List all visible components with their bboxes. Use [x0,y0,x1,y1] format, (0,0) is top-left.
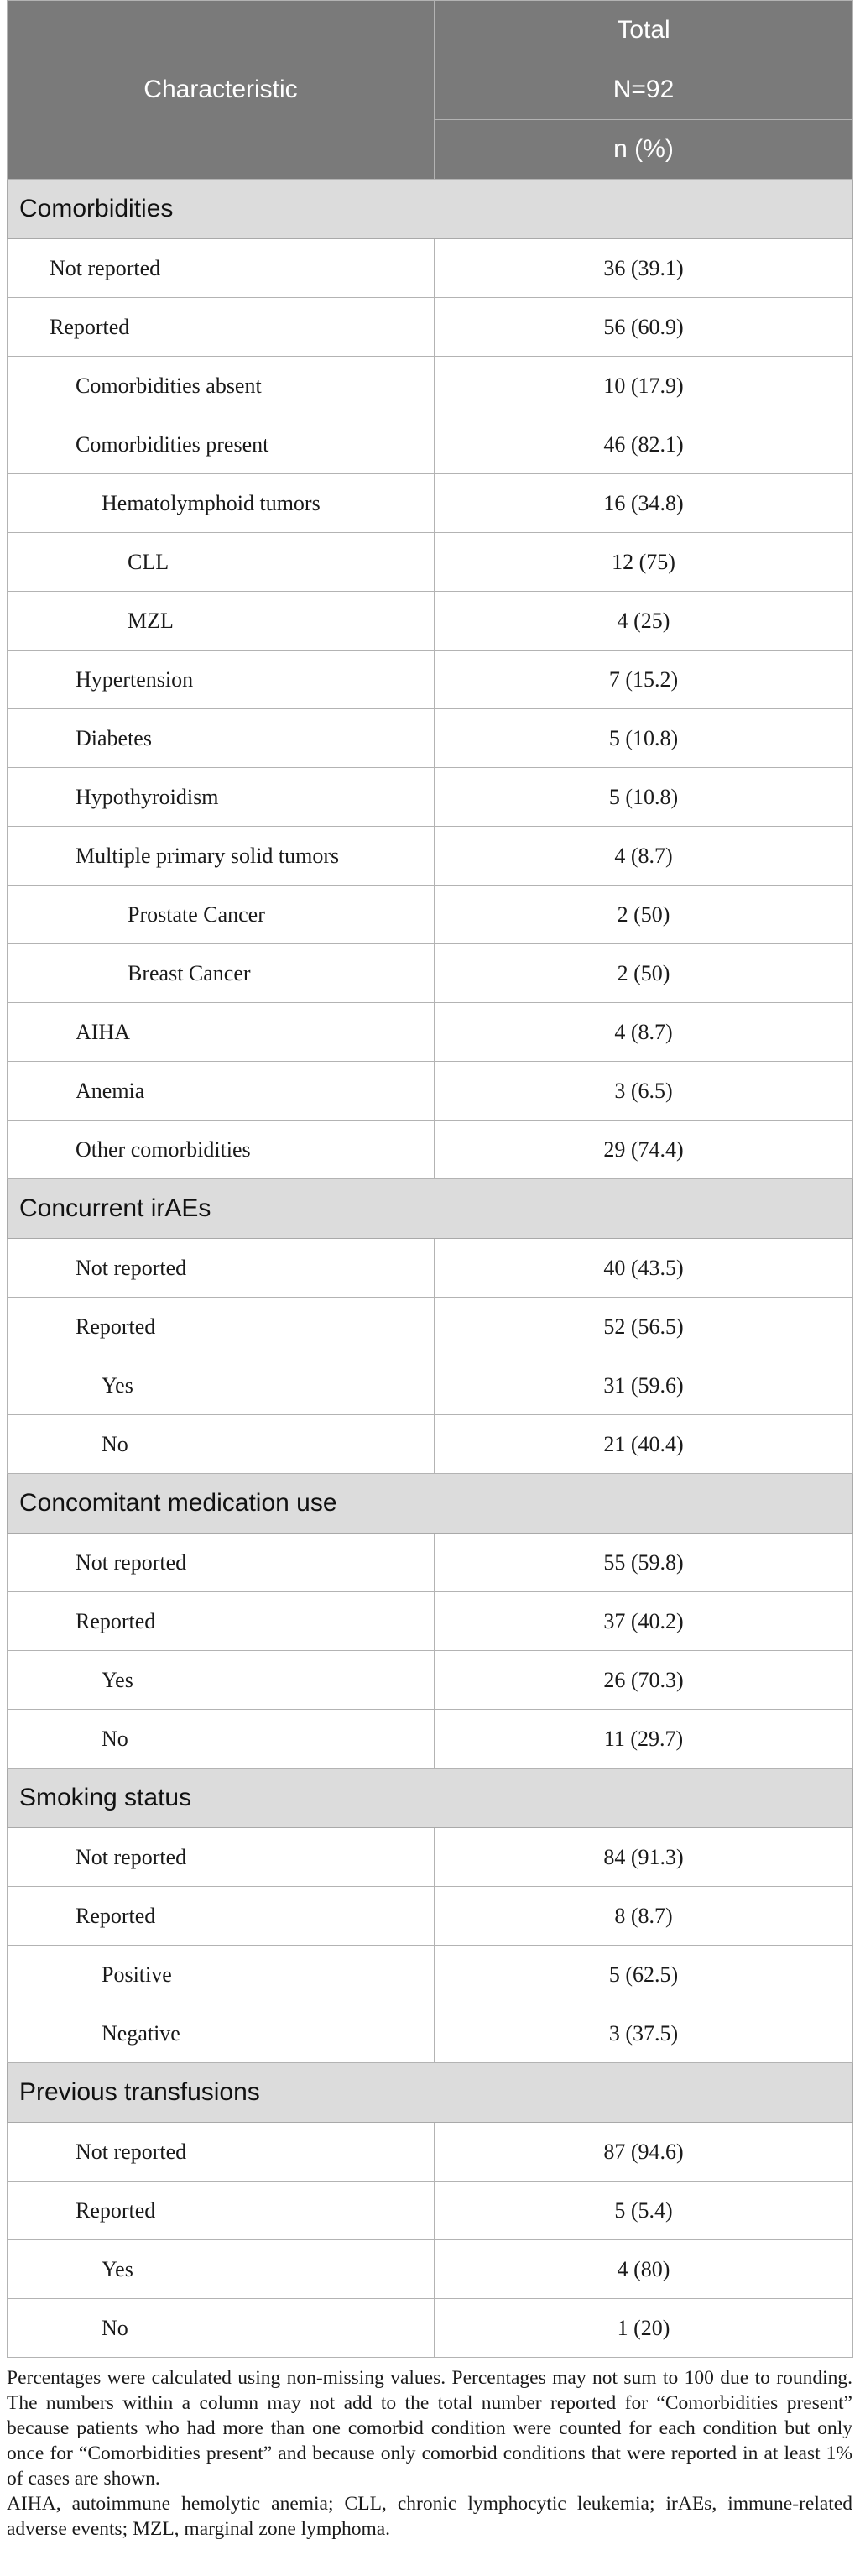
header-characteristic: Characteristic [8,1,435,180]
table-row [8,1121,853,1179]
table-row [8,1887,853,1946]
row-label: Not reported [8,239,435,298]
table-row [8,768,853,827]
row-label: Yes [8,1651,435,1710]
row-value: 29 (74.4) [435,1121,853,1179]
row-value: 12 (75) [435,533,853,592]
row-value: 46 (82.1) [435,415,853,474]
row-value: 3 (37.5) [435,2004,853,2063]
section-title: Previous transfusions [8,2063,853,2123]
section-title: Concomitant medication use [8,1474,853,1534]
table-footnotes [7,2365,852,2542]
row-value: 16 (34.8) [435,474,853,533]
table-row [8,2182,853,2240]
row-value: 2 (50) [435,886,853,944]
row-value: 1 (20) [435,2299,853,2358]
row-label: Yes [8,2240,435,2299]
table-row [8,2004,853,2063]
row-label: Reported [8,1298,435,1356]
row-value: 4 (80) [435,2240,853,2299]
row-label: Multiple primary solid tumors [8,827,435,886]
row-value: 7 (15.2) [435,651,853,709]
row-label: AIHA [8,1003,435,1062]
row-label: Hypothyroidism [8,768,435,827]
table-row [8,1946,853,2004]
section-header-row [8,180,853,239]
section-header-row [8,1769,853,1828]
table-container [7,0,852,2358]
section-title: Concurrent irAEs [8,1179,853,1239]
row-value: 3 (6.5) [435,1062,853,1121]
row-value: 36 (39.1) [435,239,853,298]
footnote-abbreviations: AIHA, autoimmune hemolytic anemia; CLL, chronic lymphocytic leukemia; irAEs, immune-related adverse events; MZL, marginal zone lymphoma. [7,2493,852,2540]
row-label: Not reported [8,1534,435,1592]
table-row [8,1534,853,1592]
footnote-percentages: Percentages were calculated using non-missing values. Percentages may not sum to 100 due to rounding. The numbers within a column may not add to the total number reported for “Comorbidities present” because patients who had more than one comorbid condition were counted for each condition but only once for “Comorbidities present” and because only comorbid conditions that were reported in at least 1% of cases are shown. [7,2367,852,2490]
table-row [8,827,853,886]
row-label: Reported [8,1592,435,1651]
table-row [8,415,853,474]
row-label: Not reported [8,2123,435,2182]
row-value: 5 (10.8) [435,709,853,768]
row-label: No [8,2299,435,2358]
row-value: 5 (5.4) [435,2182,853,2240]
characteristics-table [7,0,853,2358]
row-value: 10 (17.9) [435,357,853,415]
row-label: Yes [8,1356,435,1415]
table-row [8,1356,853,1415]
row-value: 87 (94.6) [435,2123,853,2182]
row-value: 84 (91.3) [435,1828,853,1887]
row-label: Comorbidities present [8,415,435,474]
row-label: Anemia [8,1062,435,1121]
table-body [8,180,853,2358]
header-n-total: N=92 [435,60,853,120]
table-row [8,2123,853,2182]
table-row [8,1003,853,1062]
table-row [8,239,853,298]
row-label: Not reported [8,1828,435,1887]
row-value: 21 (40.4) [435,1415,853,1474]
header-total: Total [435,1,853,60]
row-value: 5 (10.8) [435,768,853,827]
row-label: No [8,1710,435,1769]
row-label: Prostate Cancer [8,886,435,944]
table-row [8,1651,853,1710]
row-value: 8 (8.7) [435,1887,853,1946]
table-row [8,533,853,592]
table-row [8,709,853,768]
header-row-total [8,1,853,60]
section-header-row [8,1179,853,1239]
row-label: Negative [8,2004,435,2063]
table-row [8,886,853,944]
section-title: Comorbidities [8,180,853,239]
row-value: 5 (62.5) [435,1946,853,2004]
row-label: Not reported [8,1239,435,1298]
row-label: MZL [8,592,435,651]
section-title: Smoking status [8,1769,853,1828]
row-label: Reported [8,2182,435,2240]
row-value: 37 (40.2) [435,1592,853,1651]
row-label: Diabetes [8,709,435,768]
table-row [8,1239,853,1298]
table-row [8,1710,853,1769]
row-value: 40 (43.5) [435,1239,853,1298]
row-value: 4 (25) [435,592,853,651]
row-label: Reported [8,298,435,357]
row-label: Other comorbidities [8,1121,435,1179]
table-row [8,357,853,415]
table-row [8,651,853,709]
section-header-row [8,1474,853,1534]
row-value: 26 (70.3) [435,1651,853,1710]
row-value: 4 (8.7) [435,827,853,886]
table-row [8,2299,853,2358]
row-label: Hematolymphoid tumors [8,474,435,533]
table-row [8,592,853,651]
row-value: 52 (56.5) [435,1298,853,1356]
table-row [8,944,853,1003]
table-row [8,1062,853,1121]
row-label: CLL [8,533,435,592]
row-value: 11 (29.7) [435,1710,853,1769]
row-value: 31 (59.6) [435,1356,853,1415]
row-label: Reported [8,1887,435,1946]
row-value: 4 (8.7) [435,1003,853,1062]
row-label: Hypertension [8,651,435,709]
section-header-row [8,2063,853,2123]
row-label: No [8,1415,435,1474]
table-row [8,474,853,533]
table-row [8,1415,853,1474]
row-label: Comorbidities absent [8,357,435,415]
row-label: Breast Cancer [8,944,435,1003]
table-row [8,1592,853,1651]
row-value: 56 (60.9) [435,298,853,357]
header-unit: n (%) [435,120,853,180]
table-row [8,2240,853,2299]
row-value: 55 (59.8) [435,1534,853,1592]
row-value: 2 (50) [435,944,853,1003]
table-row [8,1298,853,1356]
table-row [8,298,853,357]
row-label: Positive [8,1946,435,2004]
table-row [8,1828,853,1887]
